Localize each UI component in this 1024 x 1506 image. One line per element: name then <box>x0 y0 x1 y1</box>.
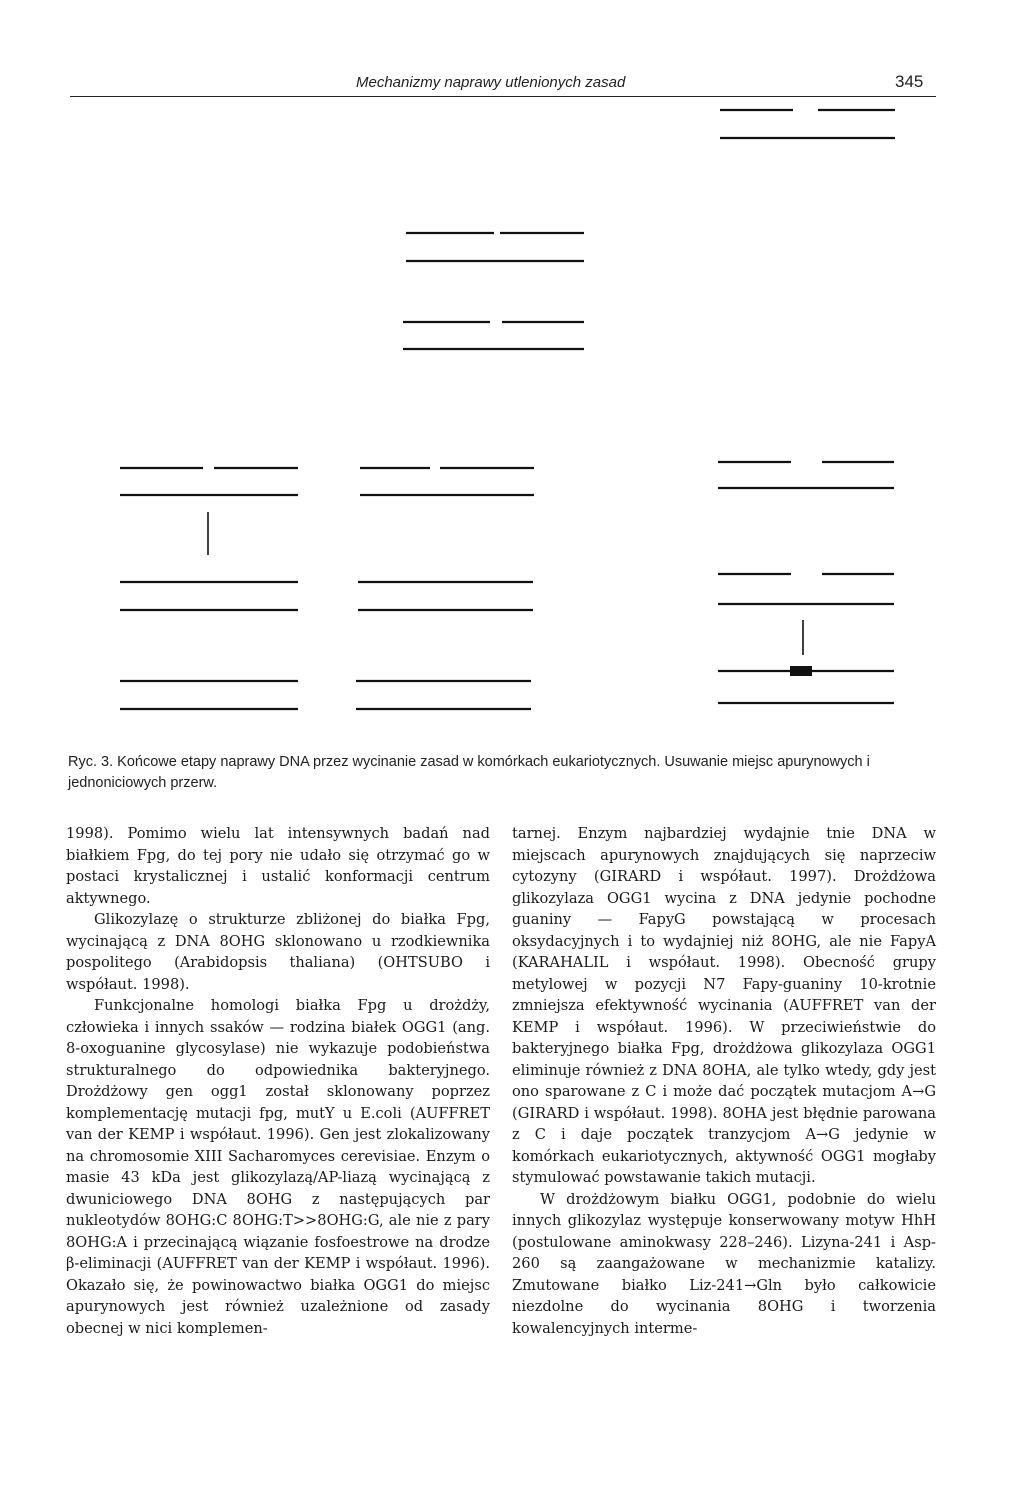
page-number: 345 <box>895 72 924 91</box>
running-title: Mechanizmy naprawy utlenionych zasad <box>356 74 626 91</box>
left-column <box>66 823 490 1339</box>
right-column <box>512 823 936 1339</box>
paragraph: Glikozylazę o strukturze zbliżonej do białka Fpg, wycinającą z DNA 8OHG sklonowano u rzodkiewnika pospolitego (Arabidopsis thaliana) (OHTSUBO i współaut. 1998). <box>66 911 490 993</box>
figure-caption: Ryc. 3. Końcowe etapy naprawy DNA przez wycinanie zasad w komórkach eukariotycznych. Usuwanie miejsc apurynowych i jednoniciowych przerw. <box>68 754 870 791</box>
repair-patch <box>790 666 812 676</box>
paragraph: Funkcjonalne homologi białka Fpg u drożdży, człowieka i innych ssaków — rodzina białek OGG1 (ang. 8-oxoguanine glycosylase) nie wykazuje podobieństwa strukturalnego do odpowiednika bakteryjnego. Drożdżowy gen ogg1 został sklonowany poprzez komplementację mutacji fpg, mutY u E.coli (AUFFRET van der KEMP i współaut. 1996). Gen jest zlokalizowany na chromosomie XIII Sacharomyces cerevisiae. Enzym o masie 43 kDa jest glikozylazą/AP-liazą wycinającą z dwuniciowego DNA 8OHG z następujących par nukleotydów 8OHG:C 8OHG:T>>8OHG:G, ale nie z pary 8OHG:A i przecinającą wiązanie fosfoestrowe na drodze β-eliminacji (AUFFRET van der KEMP i współaut. 1996). Okazało się, że powinowactwo białka OGG1 do miejsc apurynowych jest również uzależnione od zasady obecnej w nici komplemen- <box>66 997 490 1337</box>
paragraph: 1998). Pomimo wielu lat intensywnych badań nad białkiem Fpg, do tej pory nie udało się otrzymać go w postaci krystalicznej i ustalić konformacji centrum aktywnego. <box>66 825 490 907</box>
paragraph: W drożdżowym białku OGG1, podobnie do wielu innych glikozylaz występuje konserwowany motyw HhH (postulowane aminokwasy 228–246). Lizyna-241 i Asp-260 są zaangażowane w mechanizmie katalizy. Zmutowane białko Liz-241→Gln było całkowicie niezdolne do wycinania 8OHG i tworzenia kowalencyjnych interme- <box>512 1190 936 1337</box>
paragraph: tarnej. Enzym najbardziej wydajnie tnie DNA w miejscach apurynowych znajdujących się naprzeciw cytozyny (GIRARD i współaut. 1997). Drożdżowa glikozylaza OGG1 wycina z DNA jedynie pochodne guaniny — FapyG powstającą w procesach oksydacyjnych i to wydajniej niż 8OHG, ale nie FapyA (KARAHALIL i współaut. 1998). Obecność grupy metylowej w pozycji N7 Fapy-guaniny 10-krotnie zmniejsza efektywność wycinania (AUFFRET van der KEMP i współaut. 1996). W przeciwieństwie do bakteryjnego białka Fpg, drożdżowa glikozylaza OGG1 eliminuje również z DNA 8OHA, ale tylko wtedy, gdy jest ono sparowane z C i może dać początek mutacjom A→G (GIRARD i współaut. 1998). 8OHA jest błędnie parowana z C i daje początek tranzycjom A→G jedynie w komórkach eukariotycznych, aktywność OGG1 mogłaby stymulować powstawanie takich mutacji. <box>512 825 936 1186</box>
